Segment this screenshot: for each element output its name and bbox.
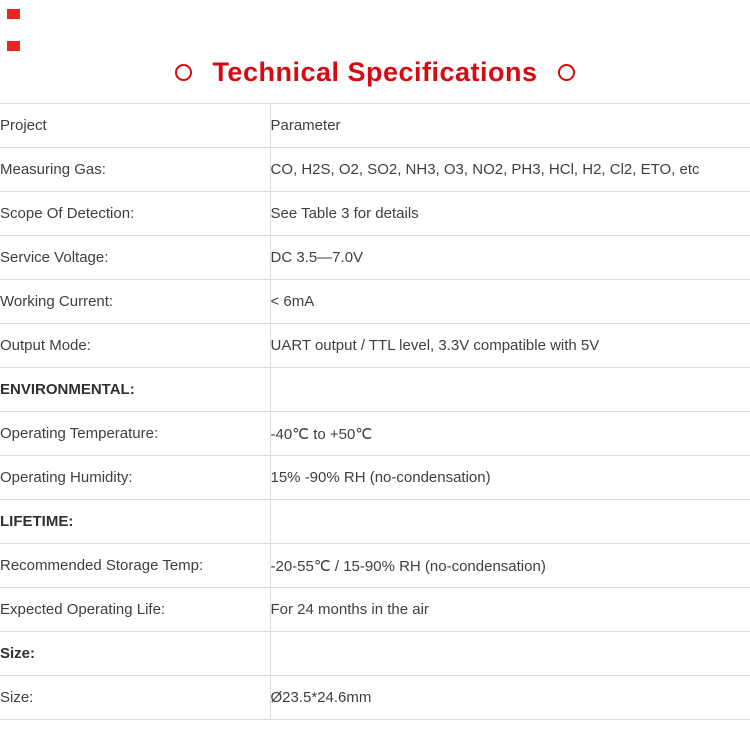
table-row-section-size [0, 632, 750, 676]
spec-value: Parameter [270, 104, 750, 148]
spec-value: DC 3.5—7.0V [270, 236, 750, 280]
circle-outline-icon [558, 64, 575, 81]
table-row [0, 412, 750, 456]
red-mark-icon [7, 41, 20, 51]
spec-label: Measuring Gas: [0, 148, 270, 192]
table-row [0, 456, 750, 500]
spec-label: Output Mode: [0, 324, 270, 368]
page-title [0, 52, 750, 92]
table-row-section-environmental [0, 368, 750, 412]
spec-label: Working Current: [0, 280, 270, 324]
spec-label: Service Voltage: [0, 236, 270, 280]
spec-value: < 6mA [270, 280, 750, 324]
table-row [0, 192, 750, 236]
table-row [0, 324, 750, 368]
table-row-section-lifetime [0, 500, 750, 544]
section-label: ENVIRONMENTAL: [0, 368, 270, 412]
table-row [0, 236, 750, 280]
table-row [0, 676, 750, 720]
spec-value [270, 632, 750, 676]
table-row [0, 588, 750, 632]
spec-value: -20-55℃ / 15-90% RH (no-condensation) [270, 544, 750, 588]
spec-label: Recommended Storage Temp: [0, 544, 270, 588]
specifications-table [0, 103, 750, 720]
spec-value: 15% -90% RH (no-condensation) [270, 456, 750, 500]
page-title-text: Technical Specifications [212, 56, 538, 87]
spec-value: UART output / TTL level, 3.3V compatible with 5V [270, 324, 750, 368]
spec-value: Ø23.5*24.6mm [270, 676, 750, 720]
section-label: LIFETIME: [0, 500, 270, 544]
spec-value: For 24 months in the air [270, 588, 750, 632]
spec-label: Scope Of Detection: [0, 192, 270, 236]
table-row-header [0, 104, 750, 148]
spec-value [270, 368, 750, 412]
table-row [0, 280, 750, 324]
spec-label: Expected Operating Life: [0, 588, 270, 632]
spec-value [270, 500, 750, 544]
spec-label: Operating Temperature: [0, 412, 270, 456]
spec-label: Size: [0, 676, 270, 720]
spec-value: -40℃ to +50℃ [270, 412, 750, 456]
red-mark-icon [7, 9, 20, 19]
spec-value: CO, H2S, O2, SO2, NH3, O3, NO2, PH3, HCl, H2, Cl2, ETO, etc [270, 148, 750, 192]
section-label: Size: [0, 632, 270, 676]
table-row [0, 544, 750, 588]
circle-outline-icon [175, 64, 192, 81]
spec-label: Project [0, 104, 270, 148]
spec-label: Operating Humidity: [0, 456, 270, 500]
table-row [0, 148, 750, 192]
spec-value: See Table 3 for details [270, 192, 750, 236]
